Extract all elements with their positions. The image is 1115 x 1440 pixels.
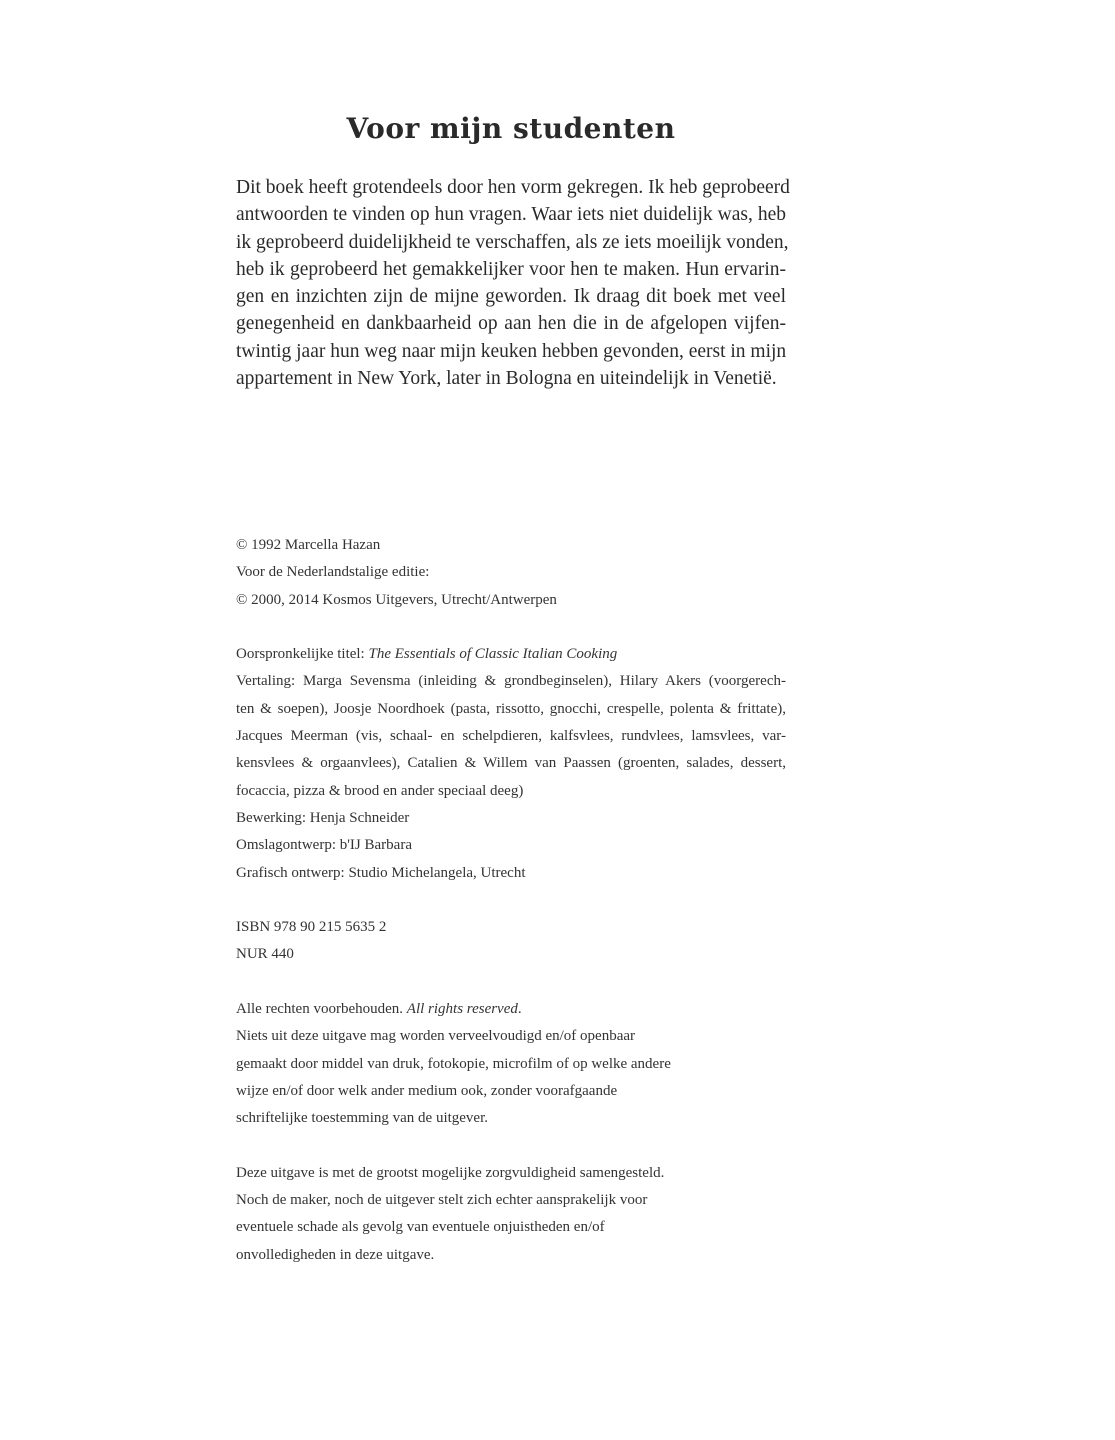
spacer	[236, 969, 786, 996]
translation-line: kensvlees & orgaanvlees), Catalien & Willem van Paassen (groenten, salades, dessert,	[236, 755, 786, 772]
dedication-paragraph	[236, 174, 790, 392]
disclaimer-line: Noch de maker, noch de uitgever stelt zich echter aansprakelijk voor	[236, 1192, 648, 1209]
rights-label-en: All rights reserved	[406, 1001, 518, 1018]
rights-line: schriftelijke toestemming van de uitgever.	[236, 1110, 489, 1127]
dedication-line: gen en inzichten zijn de mijne geworden. Ik draag dit boek met veel	[236, 286, 786, 308]
rights-line: Niets uit deze uitgave mag worden verveelvoudigd en/of openbaar	[236, 1028, 636, 1045]
translation-line: focaccia, pizza & brood en ander speciaal deeg)	[236, 782, 524, 799]
rights-label: Alle rechten voorbehouden.	[236, 1001, 407, 1018]
isbn: ISBN 978 90 215 5635 2	[236, 919, 387, 936]
dedication-line: appartement in New York, later in Bologna en uiteindelijk in Venetië.	[236, 368, 777, 390]
dedication-line: antwoorden te vinden op hun vragen. Waar iets niet duidelijk was, heb	[236, 204, 786, 226]
copyright-dutch-edition: © 2000, 2014 Kosmos Uitgevers, Utrecht/Antwerpen	[236, 591, 557, 608]
disclaimer-line: Deze uitgave is met de grootst mogelijke zorgvuldigheid samengesteld.	[236, 1164, 665, 1181]
translation-line: Vertaling: Marga Sevensma (inleiding & grondbeginselen), Hilary Akers (voorgerech-	[236, 673, 786, 690]
nur-code: NUR 440	[236, 946, 294, 963]
copyright-original: © 1992 Marcella Hazan	[236, 537, 381, 553]
spacer	[236, 614, 786, 641]
dedication-line: ik geprobeerd duidelijkheid te verschaffen, als ze iets moeilijk vonden,	[236, 231, 789, 253]
spacer	[236, 1133, 786, 1160]
dedication-title: Voor mijn studenten	[346, 112, 676, 145]
rights-heading	[236, 996, 786, 1023]
dedication-line: twintig jaar hun weg naar mijn keuken hebben gevonden, eerst in mijn	[236, 340, 787, 362]
disclaimer-line: eventuele schade als gevolg van eventuele onjuistheden en/of	[236, 1219, 605, 1236]
original-title: The Essentials of Classic Italian Cooking	[368, 646, 618, 663]
translation-line: ten & soepen), Joosje Noordhoek (pasta, rissotto, gnocchi, crespelle, polenta & frittate),	[236, 700, 786, 717]
dedication-line: heb ik geprobeerd het gemakkelijker voor hen te maken. Hun ervarin-	[236, 258, 786, 280]
copyright-dutch-label: Voor de Nederlandstalige editie:	[236, 564, 430, 581]
translation-line: Jacques Meerman (vis, schaal- en schelpdieren, kalfsvlees, rundvlees, lamsvlees, var-	[236, 728, 786, 745]
rights-line: wijze en/of door welk ander medium ook, zonder voorafgaande	[236, 1082, 618, 1099]
graphic-design-credit: Grafisch ontwerp: Studio Michelangela, Utrecht	[236, 864, 526, 881]
dedication-line: Dit boek heeft grotendeels door hen vorm gekregen. Ik heb geprobeerd	[236, 177, 790, 198]
original-title-line	[236, 641, 786, 668]
disclaimer-line: onvolledigheden in deze uitgave.	[236, 1246, 435, 1263]
colophon	[236, 532, 786, 1269]
editing-credit: Bewerking: Henja Schneider	[236, 809, 410, 826]
dedication-line: genegenheid en dankbaarheid op aan hen die in de afgelopen vijfen-	[236, 313, 786, 335]
spacer	[236, 887, 786, 914]
original-title-label: Oorspronkelijke titel:	[236, 646, 369, 663]
rights-line: gemaakt door middel van druk, fotokopie, microfilm of op welke andere	[236, 1055, 671, 1072]
rights-label-end: .	[517, 1001, 522, 1018]
cover-design-credit: Omslagontwerp: b'IJ Barbara	[236, 837, 412, 854]
